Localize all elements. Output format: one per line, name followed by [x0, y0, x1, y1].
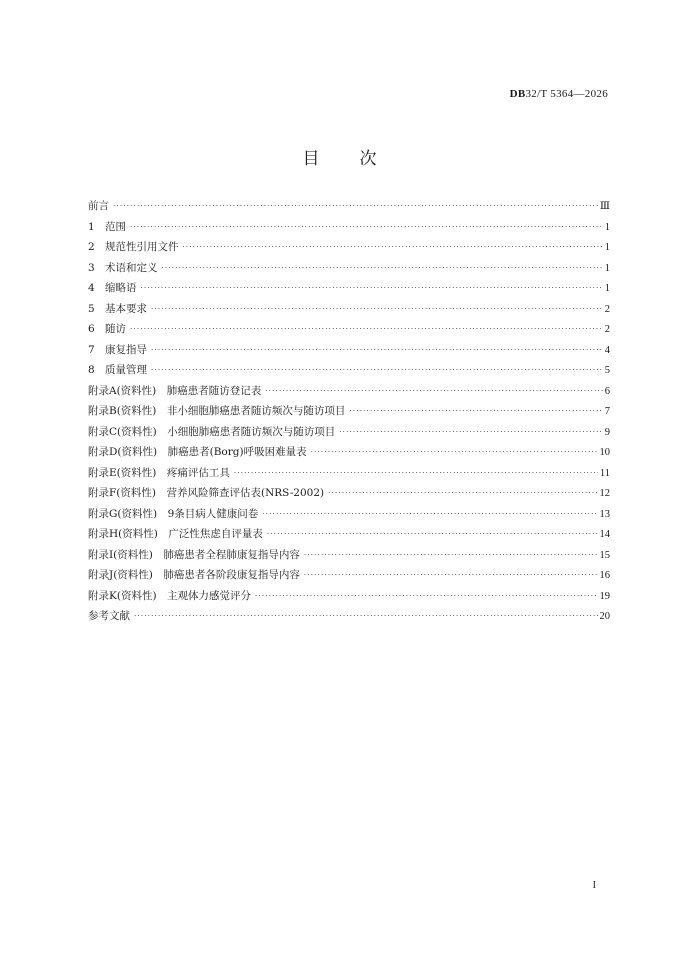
toc-entry-title: 附录K(资料性) 主观体力感觉评分	[88, 589, 252, 602]
toc-entry-title: 规范性引用文件	[105, 241, 179, 253]
document-code	[510, 88, 608, 100]
toc-entry-page: 6	[604, 385, 610, 397]
toc-entry-page: 13	[599, 508, 610, 520]
toc-entry-title: 术语和定义	[105, 261, 158, 274]
toc-entry-title: 附录G(资料性) 9条目病人健康问卷	[88, 507, 259, 520]
toc-dot-leader	[339, 428, 603, 436]
toc-entry-title: 缩略语	[105, 282, 137, 294]
toc-entry[interactable]	[88, 547, 610, 568]
toc-entry-page: 5	[604, 365, 610, 376]
toc-entry-label	[88, 465, 234, 480]
toc-entry-label	[88, 506, 262, 521]
toc-entry-number: 8	[88, 364, 95, 376]
toc-dot-leader	[151, 366, 603, 374]
toc-entry-title: 附录H(资料性) 广泛性焦虑自评量表	[88, 528, 263, 540]
toc-entry-page: 15	[599, 549, 610, 561]
toc-dot-leader	[304, 551, 598, 559]
toc-dot-leader	[311, 448, 598, 456]
toc-dot-leader	[349, 407, 602, 415]
toc-entry-label	[88, 444, 311, 459]
toc-entry-label	[88, 547, 304, 562]
toc-entry-label	[88, 608, 134, 623]
toc-entry-page: 20	[599, 611, 610, 622]
toc-entry-title: 附录C(资料性) 小细胞肺癌患者随访频次与随访项目	[88, 425, 336, 438]
toc-entry-label	[88, 280, 141, 295]
toc-entry-page: 7	[604, 406, 610, 417]
toc-entry-label	[88, 383, 265, 398]
toc-entry-label	[88, 260, 162, 275]
toc-dot-leader	[151, 346, 603, 354]
toc-entry-number: 4	[88, 282, 95, 294]
toc-entry-title: 附录F(资料性) 营养风险筛查评估表(NRS-2002)	[88, 487, 325, 499]
toc-dot-leader	[130, 223, 603, 231]
toc-entry-page: Ⅲ	[599, 201, 610, 212]
table-of-contents	[88, 198, 610, 629]
toc-entry-label	[88, 424, 339, 439]
toc-entry[interactable]	[88, 260, 610, 281]
toc-dot-leader	[262, 510, 597, 518]
toc-dot-leader	[183, 243, 603, 251]
toc-entry-number: 1	[88, 220, 95, 233]
page-title	[0, 144, 681, 169]
toc-dot-leader	[304, 571, 598, 579]
toc-entry-title: 附录B(资料性) 非小细胞肺癌患者随访频次与随访项目	[88, 405, 346, 417]
toc-entry-title: 附录D(资料性) 肺癌患者(Borg)呼吸困难量表	[88, 446, 307, 458]
toc-entry[interactable]	[88, 198, 610, 219]
toc-entry-label	[88, 403, 349, 418]
toc-entry-page: 1	[604, 242, 610, 253]
toc-entry[interactable]	[88, 465, 610, 486]
toc-dot-leader	[162, 264, 603, 272]
toc-dot-leader	[130, 325, 603, 333]
toc-entry-page: 14	[599, 529, 610, 540]
toc-entry[interactable]	[88, 342, 610, 363]
toc-entry-title: 前言	[88, 200, 109, 212]
toc-entry-label	[88, 219, 130, 234]
toc-entry[interactable]	[88, 526, 610, 547]
toc-entry-title: 附录A(资料性) 肺癌患者随访登记表	[88, 384, 262, 397]
toc-entry-label	[88, 321, 130, 336]
toc-dot-leader	[267, 530, 598, 538]
toc-entry-number: 2	[88, 241, 95, 253]
toc-entry-page: 11	[599, 467, 610, 479]
toc-entry-page: 10	[599, 447, 610, 458]
toc-entry-page: 12	[599, 488, 610, 499]
toc-entry[interactable]	[88, 362, 610, 383]
toc-entry-title: 随访	[105, 323, 126, 335]
toc-entry-number: 6	[88, 323, 95, 335]
toc-dot-leader	[328, 489, 597, 497]
toc-entry-title: 范围	[105, 220, 126, 233]
toc-entry-label	[88, 567, 304, 582]
toc-entry-title: 质量管理	[105, 364, 147, 376]
page-number: I	[592, 880, 596, 891]
toc-dot-leader	[113, 202, 598, 210]
toc-entry[interactable]	[88, 608, 610, 629]
page-title-char-2: 次	[359, 149, 379, 169]
page-title-char-1: 目	[302, 149, 322, 169]
toc-entry-title: 附录J(资料性) 肺癌患者各阶段康复指导内容	[88, 569, 300, 581]
toc-dot-leader	[265, 387, 602, 395]
toc-entry-label	[88, 198, 113, 213]
toc-entry[interactable]	[88, 588, 610, 609]
document-code-prefix: DB	[509, 88, 526, 100]
toc-entry-page: 2	[604, 303, 610, 315]
toc-dot-leader	[134, 612, 598, 620]
toc-entry-title: 附录E(资料性) 疼痛评估工具	[88, 466, 230, 479]
toc-entry-number: 5	[88, 302, 95, 315]
toc-entry-label	[88, 588, 255, 603]
toc-entry-label	[88, 526, 267, 541]
toc-entry-page: 4	[604, 344, 610, 356]
toc-entry-number: 3	[88, 261, 95, 274]
toc-entry-number: 7	[88, 343, 95, 356]
toc-entry-title: 基本要求	[105, 302, 147, 315]
toc-entry-label	[88, 342, 151, 357]
toc-entry[interactable]	[88, 321, 610, 342]
toc-entry-label	[88, 485, 328, 500]
toc-entry-page: 16	[599, 570, 610, 581]
toc-entry[interactable]	[88, 506, 610, 527]
toc-entry-title: 附录I(资料性) 肺癌患者全程肺康复指导内容	[88, 548, 300, 561]
toc-entry-page: 1	[604, 221, 610, 233]
toc-entry[interactable]	[88, 219, 610, 240]
toc-entry[interactable]	[88, 567, 610, 588]
toc-entry-page: 2	[604, 324, 610, 335]
toc-dot-leader	[151, 305, 603, 313]
toc-entry[interactable]	[88, 444, 610, 465]
toc-dot-leader	[234, 469, 598, 477]
toc-entry[interactable]	[88, 383, 610, 404]
toc-entry-label	[88, 239, 183, 254]
toc-dot-leader	[141, 284, 603, 292]
toc-entry-page: 9	[604, 426, 610, 438]
toc-entry[interactable]	[88, 239, 610, 260]
document-code-number: 32/T 5364—2026	[525, 88, 608, 100]
toc-entry-label	[88, 362, 151, 377]
toc-entry-page: 1	[604, 283, 610, 294]
toc-entry[interactable]	[88, 403, 610, 424]
toc-entry[interactable]	[88, 424, 610, 445]
toc-entry-label	[88, 301, 151, 316]
toc-entry-title: 康复指导	[105, 343, 147, 356]
toc-entry-page: 1	[604, 262, 610, 274]
toc-dot-leader	[255, 592, 597, 600]
toc-entry[interactable]	[88, 301, 610, 322]
toc-entry-title: 参考文献	[88, 610, 130, 622]
toc-entry-page: 19	[599, 590, 610, 602]
toc-entry[interactable]	[88, 280, 610, 301]
toc-entry[interactable]	[88, 485, 610, 506]
